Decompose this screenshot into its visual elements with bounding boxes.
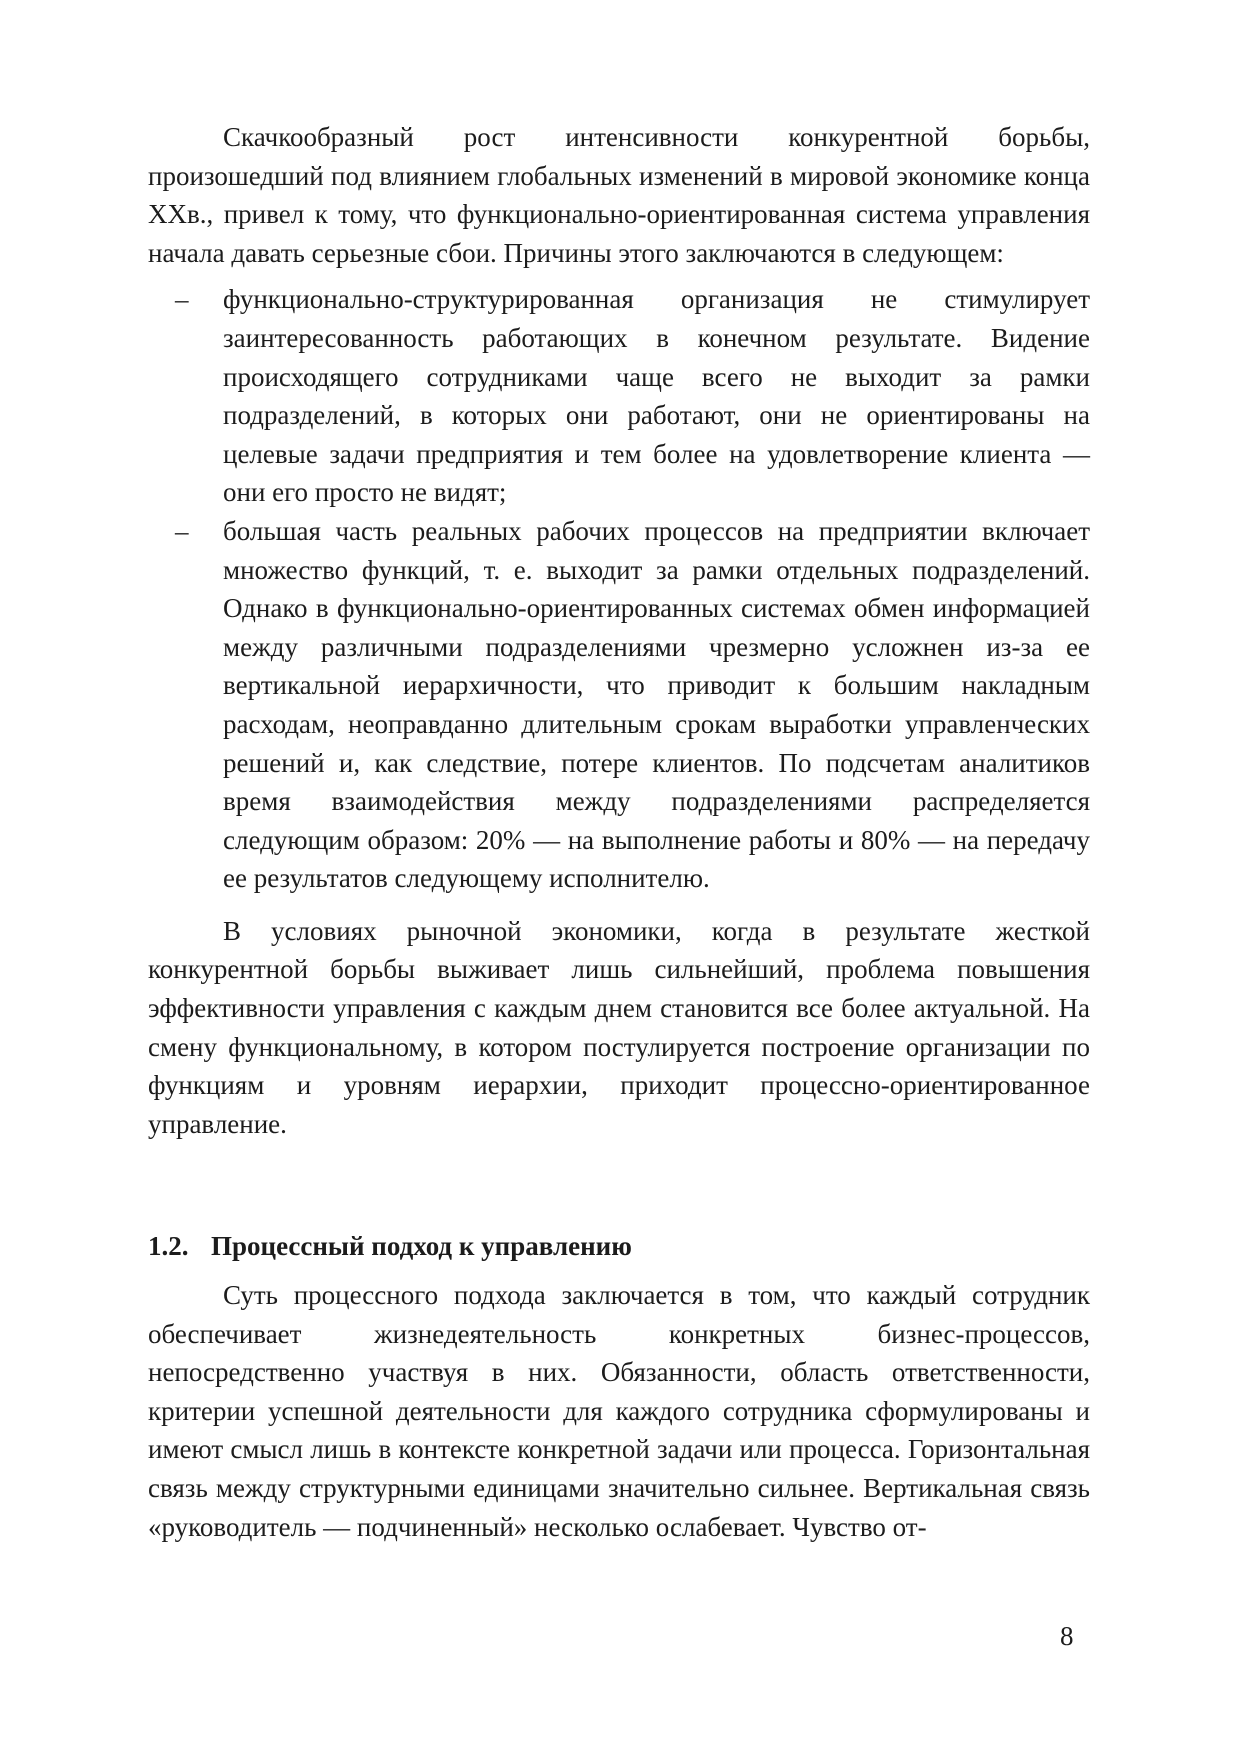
- intro-paragraph: Скачкообразный рост интенсивности конкурентной борьбы, произошедший под влиянием глобальных изменений в мировой экономике конца XXв., привел к тому, что функционально-ориентированная система управления начала давать серьезные сбои. Причины этого заключаются в следующем:: [148, 122, 1090, 268]
- list-item: [175, 280, 1090, 512]
- list-item: [175, 512, 1090, 898]
- section-heading: [148, 1227, 1090, 1266]
- market-paragraph: В условиях рыночной экономики, когда в результате жесткой конкурентной борьбы выживает лишь сильнейший, проблема повышения эффективности управления с каждым днем становится все более актуальной. На смену функциональному, в котором постулируется построение организации по функциям и уровням иерархии, приходит процессно-ориентированное управление.: [148, 915, 1090, 1139]
- list-dash: –: [175, 284, 189, 315]
- section-number: 1.2.: [148, 1231, 189, 1262]
- list-dash: –: [175, 515, 189, 546]
- page-number: 8: [1060, 1621, 1074, 1651]
- reasons-list: [148, 280, 1090, 898]
- section-title: Процессный подход к управлению: [211, 1231, 632, 1262]
- page-body: [148, 118, 1090, 1546]
- section-paragraph: Суть процессного подхода заключается в том, что каждый сотрудник обеспечивает жизнедеятельность конкретных бизнес-процессов, непосредственно участвуя в них. Обязанности, область ответственности, критерии успешной деятельности для каждого сотрудника сформулированы и имеют смысл лишь в контексте конкретной задачи или процесса. Горизонтальная связь между структурными единицами значительно сильнее. Вертикальная связь «руководитель — подчиненный» несколько ослабевает. Чувство от-: [148, 1280, 1090, 1542]
- list-item-text: функционально-структурированная организация не стимулирует заинтересованность работающих в конечном результате. Видение происходящего сотрудниками чаще всего не выходит за рамки подразделений, в которых они работают, они не ориентированы на целевые задачи предприятия и тем более на удовлетворение клиента — они его просто не видят;: [223, 284, 1090, 508]
- list-item-text: большая часть реальных рабочих процессов на предприятии включает множество функций, т. е. выходит за рамки отдельных подразделений. Однако в функционально-ориентированных системах обмен информацией между различными подразделениями чрезмерно усложнен из-за ее вертикальной иерархичности, что приводит к большим накладным расходам, неоправданно длительным срокам выработки управленческих решений и, как следствие, потере клиентов. По подсчетам аналитиков время взаимодействия между подразделениями распределяется следующим образом: 20% — на выполнение работы и 80% — на передачу ее результатов следующему исполнителю.: [223, 515, 1090, 894]
